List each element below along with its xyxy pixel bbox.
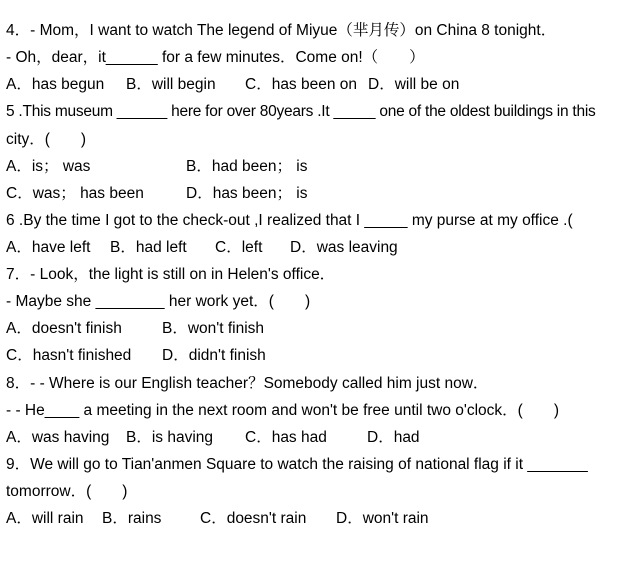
q6-option-b: B．had left [110,239,187,256]
q7-stem-line-2: - Maybe she ________ her work yet．( ) [6,293,311,310]
q7-option-d: D．didn't finish [162,347,266,364]
q9-stem-line-1: 9．We will go to Tian'anmen Square to watch the raising of national flag if it _______ [6,456,588,473]
q5-option-c: C．was； has been [6,185,144,202]
q8-stem-line-2: - - He____ a meeting in the next room and won't be free until two o'clock．( ) [6,402,559,419]
q7-option-c: C．hasn't finished [6,347,132,364]
q9-option-b: B．rains [102,510,162,527]
q6-option-d: D．was leaving [290,239,398,256]
q4-option-d: D．will be on [368,76,460,93]
q8-option-b: B．is having [126,429,214,446]
q5-option-d: D．has been； is [186,185,308,202]
q8-option-c: C．has had [245,429,327,446]
q4-stem-line-2: - Oh，dear，it______ for a few minutes．Come on!（ ） [6,49,425,66]
q4-option-a: A．has begun [6,76,105,93]
q6-stem-line-1: 6 .By the time I got to the check-out ,I realized that I _____ my purse at my office .( [6,212,573,229]
q5-stem-line-1: 5 .This museum ______ here for over 80years .It _____ one of the oldest buildings in this [6,103,596,120]
q9-option-d: D．won't rain [336,510,429,527]
q9-stem-line-2: tomorrow．( ) [6,483,128,500]
q9-option-c: C．doesn't rain [200,510,307,527]
q6-option-c: C．left [215,239,263,256]
q6-options [6,235,606,261]
q8-options [6,425,606,451]
q5-option-a: A．is； was [6,158,91,175]
q4-stem-line-1: 4．- Mom，I want to watch The legend of Miyue（芈月传）on China 8 tonight． [6,22,557,39]
q7-options-row-2 [6,343,606,369]
q8-option-a: A．was having [6,429,110,446]
q7-stem-line-1: 7．- Look，the light is still on in Helen's office． [6,266,336,283]
q6-option-a: A．have left [6,239,91,256]
q7-options-row-1 [6,316,606,342]
q9-options [6,506,606,532]
q9-option-a: A．will rain [6,510,84,527]
q5-options-row-2 [6,181,606,207]
q8-option-d: D．had [367,429,420,446]
q7-option-a: A．doesn't finish [6,320,122,337]
q7-option-b: B．won't finish [162,320,265,337]
q4-option-c: C．has been on [245,76,358,93]
q4-option-b: B．will begin [126,76,216,93]
q8-stem-line-1: 8．- - Where is our English teacher？Somebody called him just now． [6,375,489,392]
q5-option-b: B．had been； is [186,158,308,175]
q4-options [6,72,606,98]
q5-stem-line-2: city．( ) [6,131,87,148]
q5-options-row-1 [6,154,606,180]
